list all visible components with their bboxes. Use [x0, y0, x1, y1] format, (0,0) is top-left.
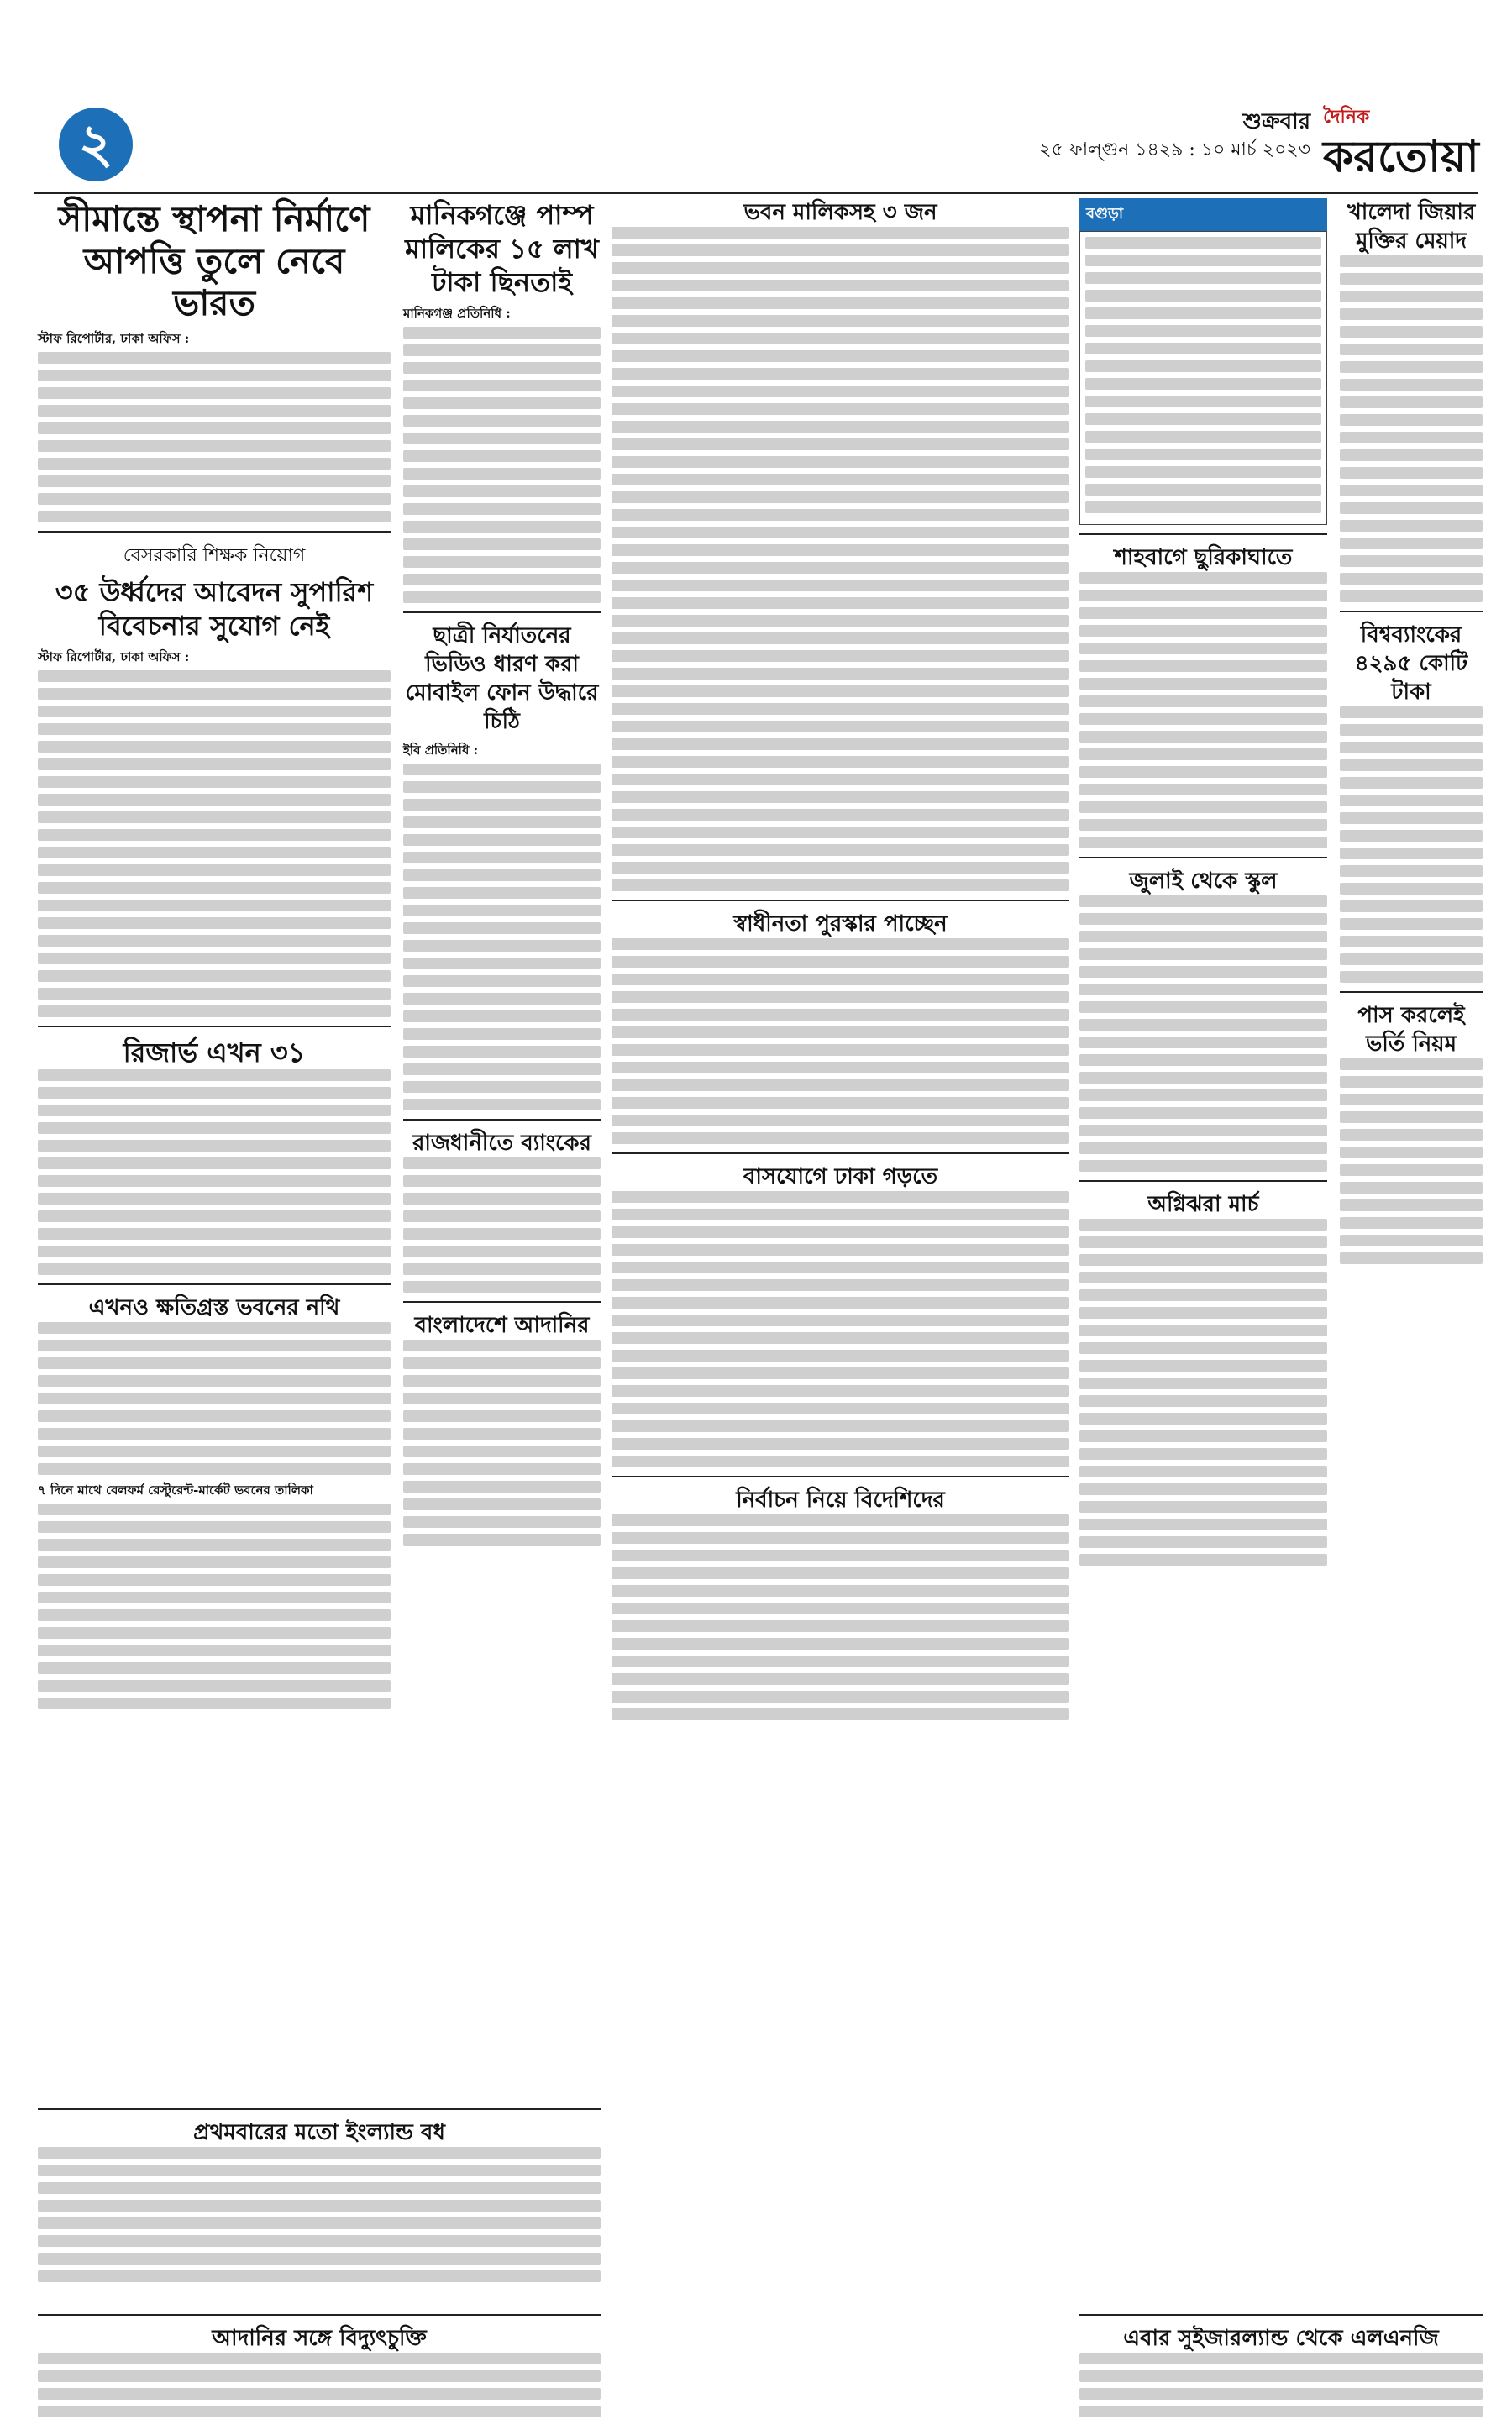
- bank-body: [403, 1157, 601, 1293]
- teacher-byline: স্টাফ রিপোর্টার, ঢাকা অফিস :: [38, 649, 190, 664]
- lead-headline-line-1: সীমান্তে স্থাপনা নির্মাণে: [58, 198, 370, 239]
- fire-body: [1079, 1219, 1327, 1566]
- video-headline: ছাত্রী নির্যাতনের ভিডিও ধারণ করা মোবাইল ফোন উদ্ধারে চিঠি: [405, 623, 599, 734]
- market-subhead: ৭ দিনে মাথে বেলফর্ম রেস্টুরেন্ট-মার্কেট ভবনের তালিকা: [38, 1483, 313, 1498]
- teacher-body: [38, 670, 391, 1017]
- column-1: [38, 198, 391, 1715]
- logo-big-text: করতোয়া: [1323, 131, 1479, 182]
- adani-body: [403, 1340, 601, 1546]
- page-number-badge: ২: [59, 108, 133, 181]
- bogura-box: [1079, 231, 1327, 525]
- building-body: [38, 1322, 391, 1475]
- lead-byline: স্টাফ রিপোর্টার, ঢাকা অফিস :: [38, 331, 190, 346]
- worldbank-headline: বিশ্বব্যাংকের ৪২৯৫ কোটি টাকা: [1354, 622, 1468, 705]
- building-headline: এখনও ক্ষতিগ্রস্ত ভবনের নথি: [88, 1295, 340, 1320]
- pump-byline: মানিকগঞ্জ প্রতিনিধি :: [403, 306, 511, 321]
- teacher-headline: ৩৫ উর্ধ্বদের আবেদন সুপারিশ বিবেচনার সুযোগ নেই: [55, 576, 374, 642]
- lng-headline: এবার সুইজারল্যান্ড থেকে এলএনজি: [1123, 2326, 1439, 2351]
- dateline: [1039, 108, 1310, 165]
- khaleda-headline: খালেদা জিয়ার মুক্তির মেয়াদ: [1347, 200, 1476, 254]
- bus-headline: বাসযোগে ঢাকা গড়তে: [743, 1164, 938, 1189]
- reserve-body: [38, 1069, 391, 1275]
- england-headline: প্রথমবারের মতো ইংল্যান্ড বধ: [193, 2120, 445, 2145]
- pass-headline: পাস করলেই ভর্তি নিয়ম: [1357, 1003, 1465, 1057]
- pump-body: [403, 327, 601, 603]
- column-4: [1079, 198, 1327, 1572]
- logo-small-text: দৈনিক: [1323, 106, 1370, 128]
- july-body: [1079, 895, 1327, 1172]
- column-2: [403, 198, 601, 1551]
- lead-body: [38, 352, 391, 522]
- pump-headline: মানিকগঞ্জে পাম্প মালিকের ১৫ লাখ টাকা ছিনতাই: [405, 199, 599, 298]
- reserve-headline: রিজার্ভ এখন ৩১: [123, 1037, 306, 1068]
- england-story: [38, 2100, 601, 2288]
- video-body: [403, 764, 601, 1110]
- independence-headline: স্বাধীনতা পুরস্কার পাচ্ছেন: [733, 911, 948, 937]
- bhaban-body: [612, 227, 1069, 891]
- newspaper-logo: [1323, 102, 1478, 180]
- khaleda-body: [1340, 255, 1483, 602]
- bus-body: [612, 1191, 1069, 1467]
- fire-headline: অগ্নিঝরা মার্চ: [1147, 1192, 1259, 1217]
- worldbank-body: [1340, 706, 1483, 983]
- shahbag-body: [1079, 572, 1327, 848]
- masthead: [34, 99, 1478, 194]
- election-headline: নির্বাচন নিয়ে বিদেশিদের: [736, 1488, 945, 1513]
- adani-headline: বাংলাদেশে আদানির: [414, 1313, 590, 1338]
- bogura-section-label: বগুড়া: [1079, 198, 1327, 231]
- bank-headline: রাজধানীতে ব্যাংকের: [412, 1131, 591, 1156]
- market-body: [38, 1504, 391, 1709]
- teacher-kicker: বেসরকারি শিক্ষক নিয়োগ: [123, 545, 306, 566]
- lead-headline-line-2: আপত্তি তুলে নেবে ভারত: [83, 240, 345, 323]
- lng-story: [1079, 2306, 1483, 2423]
- pass-body: [1340, 1058, 1483, 1264]
- shahbag-headline: শাহবাগে ছুরিকাঘাতে: [1114, 545, 1293, 570]
- column-5: [1340, 198, 1483, 1270]
- date-label: ২৫ ফাল্গুন ১৪২৯ : ১০ মার্চ ২০২৩: [1039, 139, 1310, 160]
- bhaban-headline: ভবন মালিকসহ ৩ জন: [743, 200, 937, 225]
- column-3: [612, 198, 1069, 1726]
- day-label: শুক্রবার: [1242, 109, 1310, 134]
- video-byline: ইবি প্রতিনিধি :: [403, 743, 479, 758]
- adani-power-story: [38, 2306, 601, 2423]
- election-body: [612, 1514, 1069, 1720]
- adani-power-headline: আদানির সঙ্গে বিদ্যুৎচুক্তি: [212, 2326, 427, 2351]
- independence-body: [612, 938, 1069, 1144]
- july-headline: জুলাই থেকে স্কুল: [1129, 869, 1278, 894]
